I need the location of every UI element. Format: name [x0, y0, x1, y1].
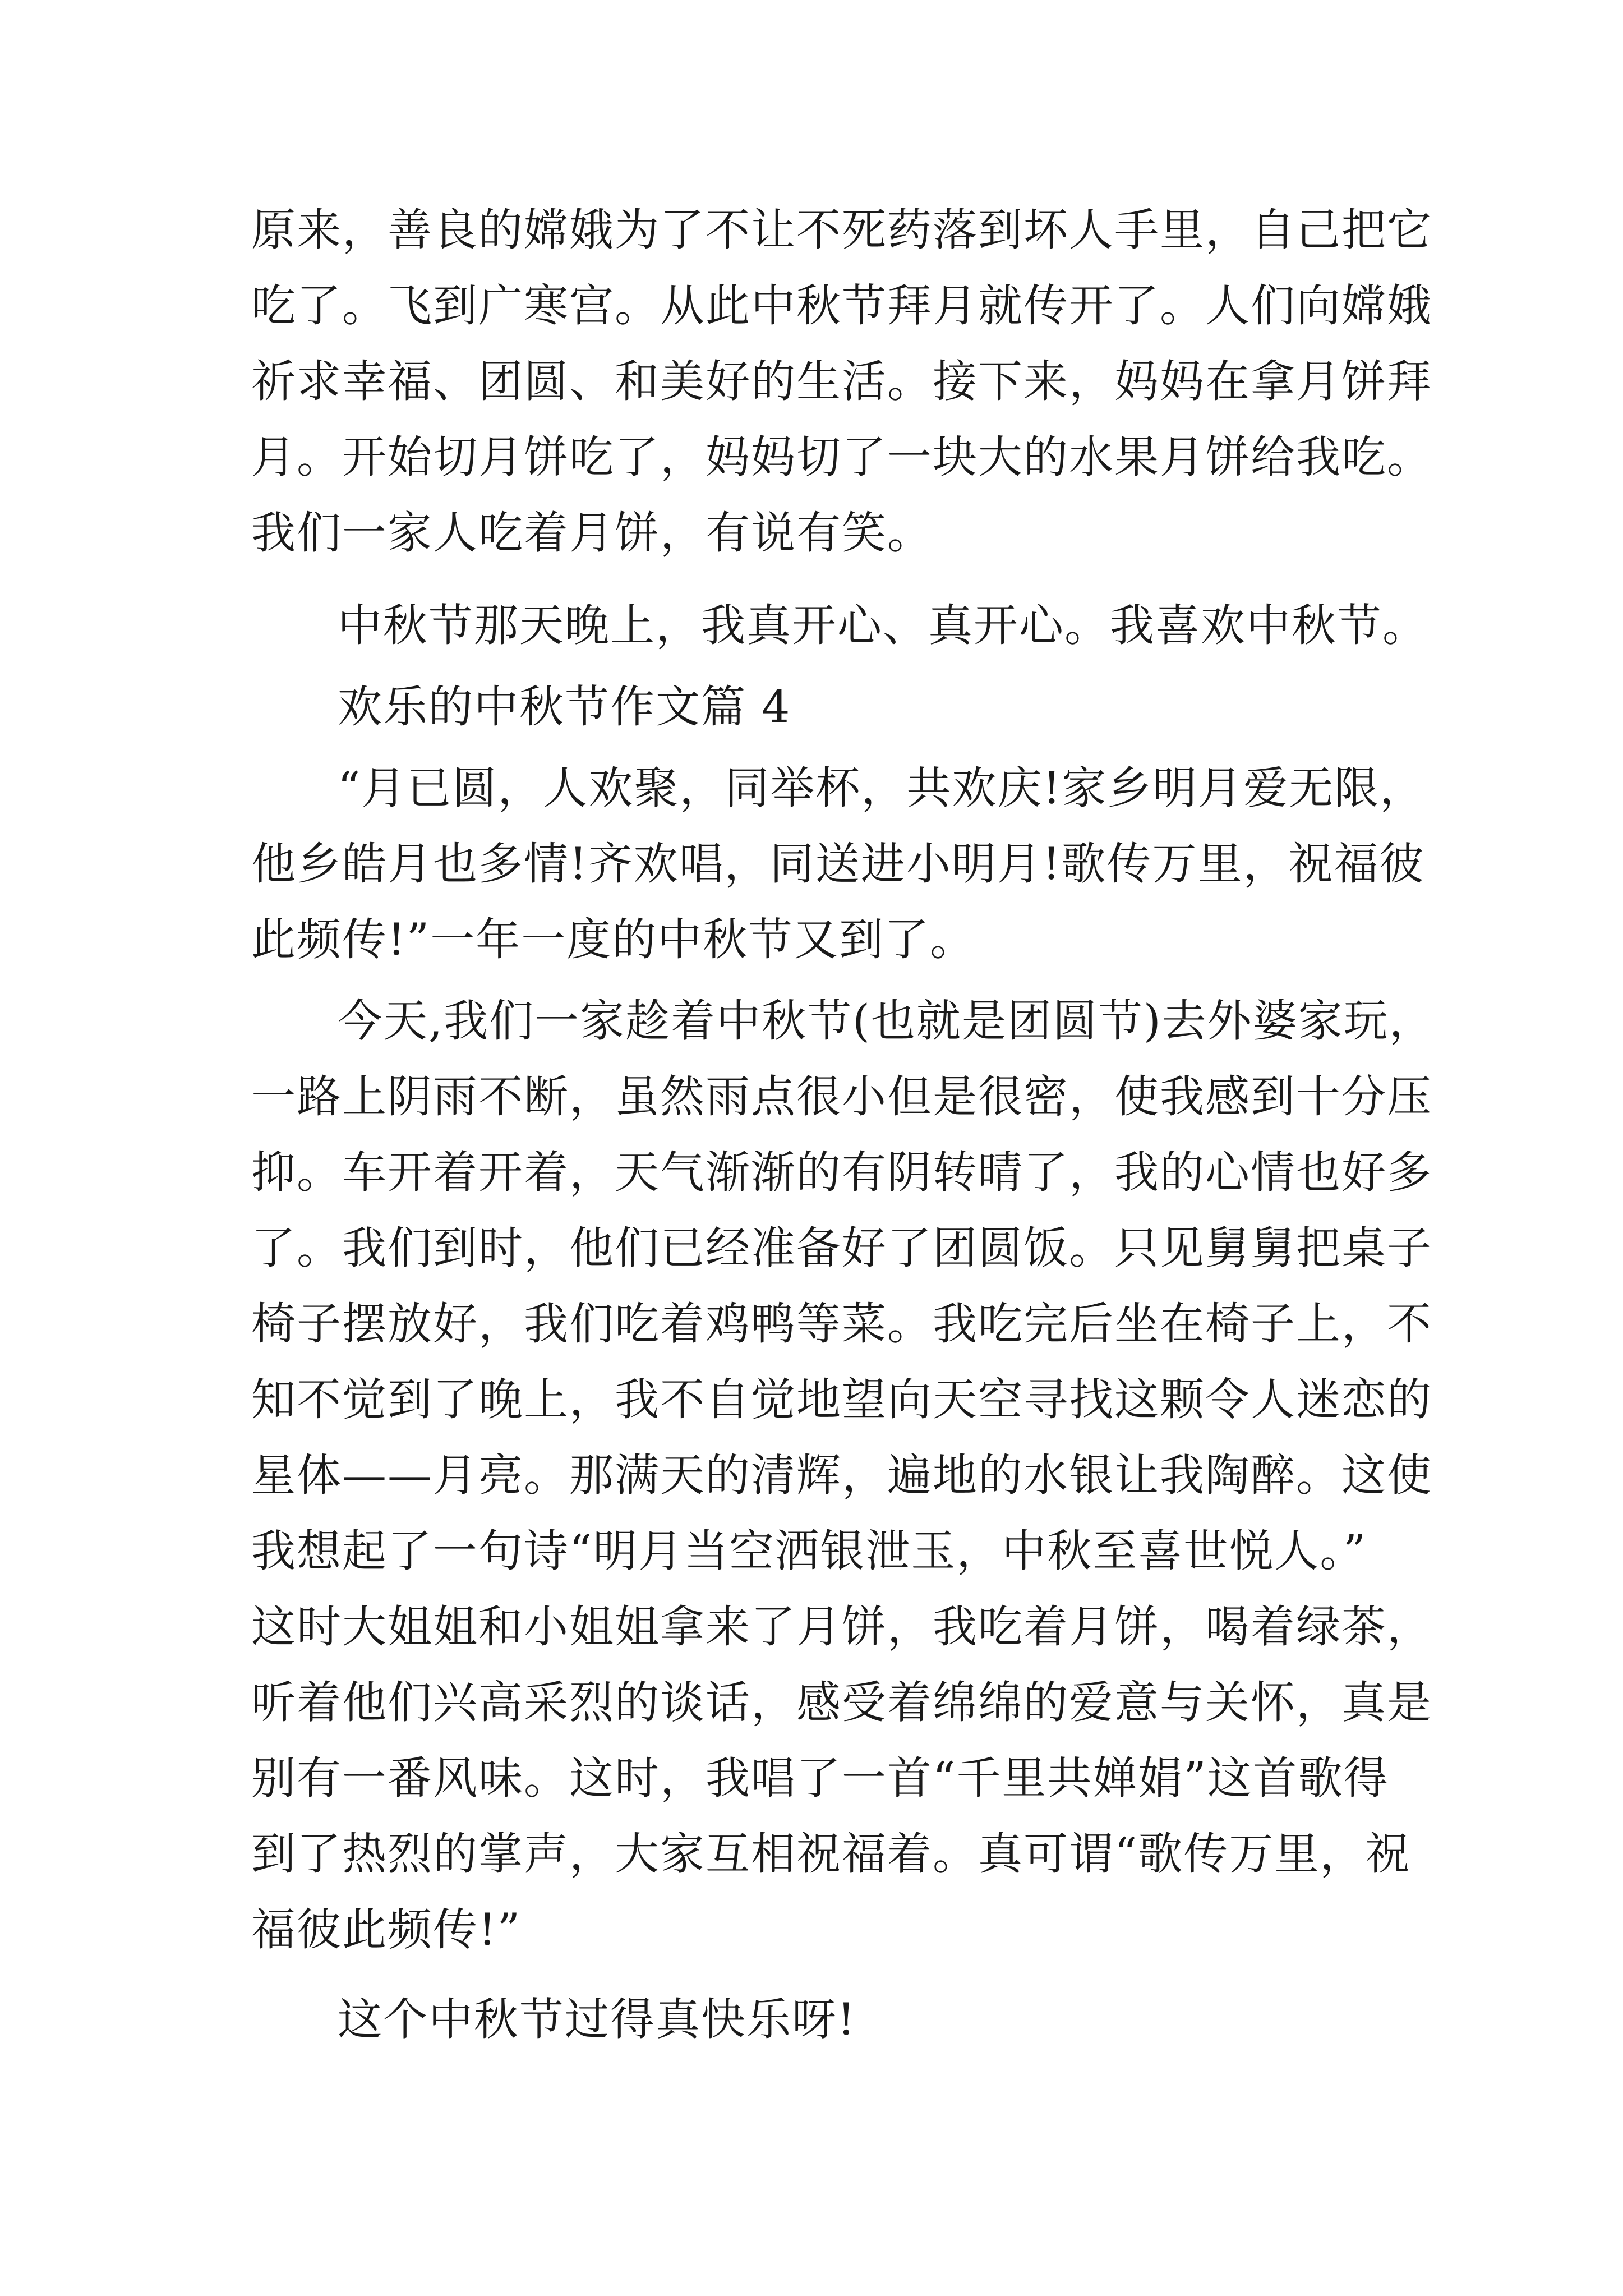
text-line: 原来，善良的嫦娥为了不让不死药落到坏人手里，自己把它: [251, 204, 1432, 256]
section-heading: 欢乐的中秋节作文篇 4: [338, 681, 791, 733]
text-line: 我们一家人吃着月饼，有说有笑。: [251, 507, 933, 559]
text-line: 他乡皓月也多情!齐欢唱，同送进小明月!歌传万里，祝福彼: [251, 838, 1425, 890]
text-line: 抑。车开着开着，天气渐渐的有阴转晴了，我的心情也好多: [251, 1147, 1432, 1198]
text-line: 这时大姐姐和小姐姐拿来了月饼，我吃着月饼，喝着绿茶，: [251, 1601, 1432, 1653]
text-line: 吃了。飞到广寒宫。从此中秋节拜月就传开了。人们向嫦娥: [251, 280, 1432, 332]
text-line: 知不觉到了晚上，我不自觉地望向天空寻找这颗令人迷恋的: [251, 1374, 1432, 1425]
text-line: 此频传!”一年一度的中秋节又到了。: [251, 914, 976, 965]
text-line: 福彼此频传!”: [251, 1904, 522, 1955]
text-line: 中秋节那天晚上，我真开心、真开心。我喜欢中秋节。: [338, 600, 1428, 651]
text-line: 一路上阴雨不断，虽然雨点很小但是很密，使我感到十分压: [251, 1071, 1432, 1122]
text-line: 到了热烈的掌声，大家互相祝福着。真可谓“歌传万里，祝: [251, 1828, 1411, 1880]
text-line: 祈求幸福、团圆、和美好的生活。接下来，妈妈在拿月饼拜: [251, 356, 1432, 407]
text-line: 我想起了一句诗“明月当空洒银泄玉，中秋至喜世悦人。”: [251, 1525, 1367, 1577]
text-line: 别有一番风味。这时，我唱了一首“千里共婵娟”这首歌得: [251, 1752, 1389, 1804]
text-line: 了。我们到时，他们已经准备好了团圆饭。只见舅舅把桌子: [251, 1222, 1432, 1274]
text-line: “月已圆，人欢聚，同举杯，共欢庆!家乡明月爱无限，: [338, 762, 1426, 814]
text-line: 今天,我们一家趁着中秋节(也就是团圆节)去外婆家玩，: [338, 995, 1435, 1047]
text-line: 这个中秋节过得真快乐呀!: [338, 1994, 856, 2045]
text-line: 椅子摆放好，我们吃着鸡鸭等菜。我吃完后坐在椅子上，不: [251, 1298, 1432, 1350]
text-line: 听着他们兴高采烈的谈话，感受着绵绵的爱意与关怀，真是: [251, 1677, 1432, 1728]
text-line: 月。开始切月饼吃了，妈妈切了一块大的水果月饼给我吃。: [251, 431, 1432, 483]
text-line: 星体——月亮。那满天的清辉，遍地的水银让我陶醉。这使: [251, 1450, 1432, 1501]
